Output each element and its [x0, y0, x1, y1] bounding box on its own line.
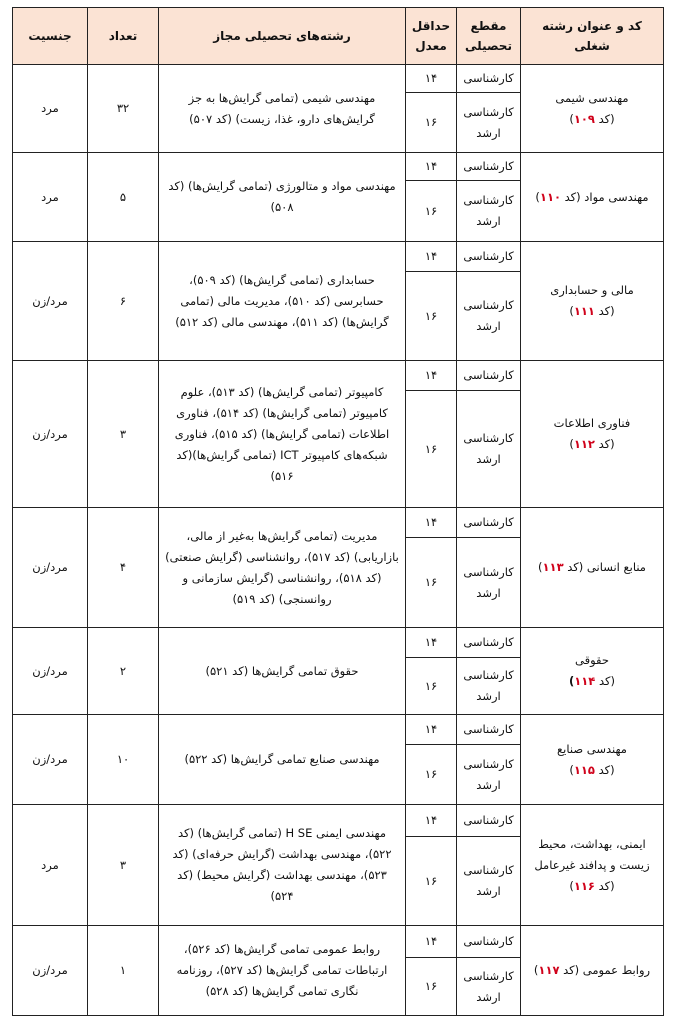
allowed-fields: کامپیوتر (تمامی گرایش‌ها) (کد ۵۱۳)، علوم کامپیوتر (تمامی گرایش‌ها) (کد ۵۱۴)، فناوری اطلاعات (تمامی گرایش‌ها) (کد ۵۱۵)، فناوری شبکه‌های کامپیوتر ICT (تمامی گرایش‌ها)(کد ۵۱۶) [159, 361, 406, 508]
allowed-fields: مهندسی مواد و متالورژی (تمامی گرایش‌ها) (کد ۵۰۸) [159, 153, 406, 242]
job-title-cell [521, 361, 664, 508]
gender: مرد/زن [13, 361, 88, 508]
job-code-close: ) [569, 878, 574, 893]
min-gpa-master: ۱۶ [406, 745, 457, 805]
degree-master: کارشناسی ارشد [457, 93, 521, 153]
degree-master: کارشناسی ارشد [457, 745, 521, 805]
job-title-cell [521, 805, 664, 926]
job-code: ۱۱۰ [539, 189, 561, 204]
degree-master: کارشناسی ارشد [457, 272, 521, 361]
position-count: ۶ [88, 242, 159, 361]
degree-master: کارشناسی ارشد [457, 538, 521, 628]
header-degree: مقطع تحصیلی [457, 8, 521, 65]
allowed-fields: مدیریت (تمامی گرایش‌ها به‌غیر از مالی، بازاریابی) (کد ۵۱۷)، روانشناسی (گرایش صنعتی) (کد ۵۱۸)، روانشناسی (گرایش سازمانی و روانسنجی) (کد ۵۱۹) [159, 508, 406, 628]
job-title: ایمنی، بهداشت، محیط زیست و پدافند غیرعامل [534, 836, 650, 872]
job-code-close: ) [535, 189, 540, 204]
job-code: ۱۱۱ [573, 304, 595, 318]
degree-master: کارشناسی ارشد [457, 958, 521, 1016]
job-positions-table [12, 7, 664, 1016]
header-count: تعداد [88, 8, 159, 65]
degree-master: کارشناسی ارشد [457, 181, 521, 242]
position-count: ۲ [88, 628, 159, 715]
table-row [13, 628, 664, 658]
position-count: ۳ [88, 805, 159, 926]
min-gpa-bachelor: ۱۴ [406, 361, 457, 391]
min-gpa-bachelor: ۱۴ [406, 805, 457, 837]
job-code-open: (کد [595, 674, 615, 688]
gender: مرد [13, 65, 88, 153]
degree-bachelor: کارشناسی [457, 242, 521, 272]
job-title: روابط عمومی (کد [559, 963, 651, 977]
allowed-fields: روابط عمومی تمامی گرایش‌ها (کد ۵۲۶)، ارتباطات تمامی گرایش‌ها (کد ۵۲۷)، روزنامه نگاری تمامی گرایش‌ها (کد ۵۲۸) [159, 926, 406, 1016]
job-code-open: (کد [594, 762, 615, 777]
degree-bachelor: کارشناسی [457, 361, 521, 391]
job-code-close: ) [569, 111, 574, 126]
table-row [13, 153, 664, 181]
min-gpa-master: ۱۶ [406, 658, 457, 715]
min-gpa-bachelor: ۱۴ [406, 153, 457, 181]
position-count: ۵ [88, 153, 159, 242]
job-title: مهندسی مواد (کد [560, 189, 649, 204]
table-row [13, 242, 664, 272]
job-title: مهندسی صنایع [557, 741, 627, 756]
min-gpa-master: ۱۶ [406, 93, 457, 153]
job-code-open: (کد [594, 304, 615, 318]
table-header-row [13, 8, 664, 65]
degree-master: کارشناسی ارشد [457, 658, 521, 715]
degree-bachelor: کارشناسی [457, 715, 521, 745]
min-gpa-bachelor: ۱۴ [406, 926, 457, 958]
job-title-cell [521, 508, 664, 628]
job-code-close: ) [538, 560, 543, 574]
degree-bachelor: کارشناسی [457, 628, 521, 658]
min-gpa-bachelor: ۱۴ [406, 628, 457, 658]
job-title: فناوری اطلاعات [553, 416, 631, 430]
allowed-fields: حسابداری (تمامی گرایش‌ها) (کد ۵۰۹)، حسابرسی (کد ۵۱۰)، مدیریت مالی (تمامی گرایش‌ها) (کد ۵۱۱)، مهندسی مالی (کد ۵۱۲) [159, 242, 406, 361]
degree-bachelor: کارشناسی [457, 926, 521, 958]
min-gpa-master: ۱۶ [406, 538, 457, 628]
gender: مرد/زن [13, 508, 88, 628]
job-code: ۱۰۹ [573, 111, 595, 126]
job-code-close: ) [569, 304, 574, 318]
min-gpa-master: ۱۶ [406, 958, 457, 1016]
job-title: مهندسی شیمی [555, 90, 629, 105]
allowed-fields: مهندسی ایمنی H SE (تمامی گرایش‌ها) (کد ۵۲۲)، مهندسی بهداشت (گرایش حرفه‌ای) (کد ۵۲۳)، مهندسی بهداشت (گرایش محیط) (کد ۵۲۴) [159, 805, 406, 926]
table-row [13, 926, 664, 958]
header-gender: جنسیت [13, 8, 88, 65]
job-code-open: (کد [594, 111, 615, 126]
min-gpa-bachelor: ۱۴ [406, 715, 457, 745]
degree-bachelor: کارشناسی [457, 153, 521, 181]
table-row [13, 805, 664, 837]
degree-bachelor: کارشناسی [457, 508, 521, 538]
job-code-close: ) [569, 674, 575, 688]
gender: مرد [13, 153, 88, 242]
table-row [13, 508, 664, 538]
gender: مرد/زن [13, 715, 88, 805]
table-row [13, 361, 664, 391]
allowed-fields: مهندسی صنایع تمامی گرایش‌ها (کد ۵۲۲) [159, 715, 406, 805]
table-row [13, 65, 664, 93]
gender: مرد/زن [13, 628, 88, 715]
position-count: ۴ [88, 508, 159, 628]
table-row [13, 715, 664, 745]
min-gpa-master: ۱۶ [406, 181, 457, 242]
job-code: ۱۱۴ [574, 674, 596, 688]
job-title-cell [521, 628, 664, 715]
job-code-open: (کد [594, 437, 615, 451]
job-title-cell [521, 153, 664, 242]
job-code-close: ) [569, 437, 574, 451]
min-gpa-master: ۱۶ [406, 272, 457, 361]
header-fields: رشته‌های تحصیلی مجاز [159, 8, 406, 65]
job-title-cell [521, 242, 664, 361]
allowed-fields: حقوق تمامی گرایش‌ها (کد ۵۲۱) [159, 628, 406, 715]
job-code-close: ) [569, 762, 574, 777]
job-title: منابع انسانی (کد [563, 560, 646, 574]
header-min-gpa: حداقل معدل [406, 8, 457, 65]
job-code: ۱۱۵ [573, 762, 595, 777]
job-title-cell [521, 65, 664, 153]
job-title-cell [521, 715, 664, 805]
job-title: حقوقی [575, 653, 609, 667]
degree-bachelor: کارشناسی [457, 65, 521, 93]
allowed-fields: مهندسی شیمی (تمامی گرایش‌ها به جز گرایش‌های دارو، غذا، زیست) (کد ۵۰۷) [159, 65, 406, 153]
position-count: ۳ [88, 361, 159, 508]
degree-bachelor: کارشناسی [457, 805, 521, 837]
min-gpa-bachelor: ۱۴ [406, 242, 457, 272]
job-code: ۱۱۶ [573, 878, 595, 893]
gender: مرد/زن [13, 926, 88, 1016]
min-gpa-master: ۱۶ [406, 391, 457, 508]
degree-master: کارشناسی ارشد [457, 837, 521, 926]
job-code: ۱۱۷ [538, 963, 560, 977]
gender: مرد [13, 805, 88, 926]
job-code-open: (کد [594, 878, 615, 893]
min-gpa-bachelor: ۱۴ [406, 508, 457, 538]
job-code: ۱۱۳ [542, 560, 564, 574]
job-code: ۱۱۲ [573, 437, 595, 451]
min-gpa-master: ۱۶ [406, 837, 457, 926]
job-title: مالی و حسابداری [550, 283, 634, 297]
position-count: ۱۰ [88, 715, 159, 805]
degree-master: کارشناسی ارشد [457, 391, 521, 508]
position-count: ۱ [88, 926, 159, 1016]
job-code-close: ) [533, 963, 539, 977]
table-body [13, 65, 664, 1016]
job-title-cell [521, 926, 664, 1016]
gender: مرد/زن [13, 242, 88, 361]
position-count: ۳۲ [88, 65, 159, 153]
min-gpa-bachelor: ۱۴ [406, 65, 457, 93]
header-job-title: کد و عنوان رشته شغلی [521, 8, 664, 65]
